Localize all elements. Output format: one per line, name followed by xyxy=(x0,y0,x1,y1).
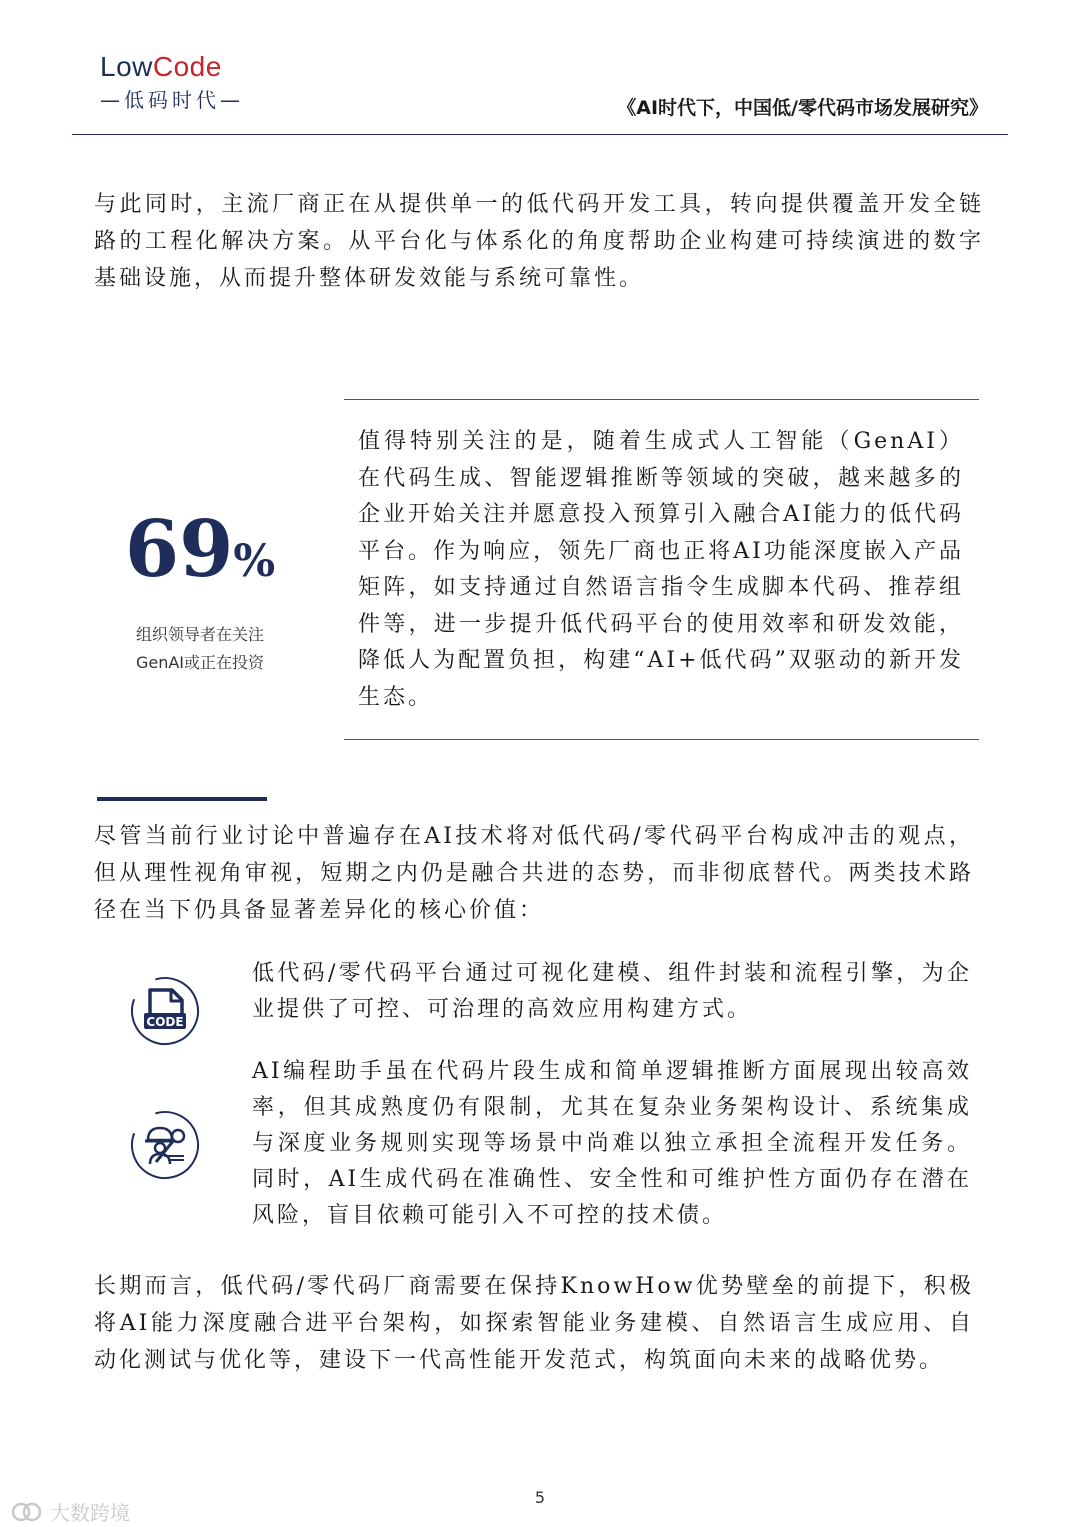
watermark-text: 大数跨境 xyxy=(50,1501,130,1525)
code-icon-label: CODE xyxy=(146,1015,184,1029)
stat-label-line2: GenAI或正在投资 xyxy=(135,653,265,672)
ai-engineer-icon xyxy=(130,1110,200,1180)
page-number: 5 xyxy=(534,1488,546,1507)
item-lowcode-text: 低代码/零代码平台通过可视化建模、组件封装和流程引擎，为企业提供了可控、可治理的高效应用构建方式。 xyxy=(252,961,972,1022)
watermark xyxy=(10,1497,130,1526)
stat-value xyxy=(100,505,300,607)
callout-bottom-rule xyxy=(344,739,979,740)
watermark-logo-icon xyxy=(10,1500,44,1524)
report-title: 《AI时代下，中国低/零代码市场发展研究》 xyxy=(617,97,988,119)
stat-unit: % xyxy=(233,536,276,587)
logo-code: Code xyxy=(152,51,222,82)
stat-block xyxy=(100,505,300,677)
callout-top-rule xyxy=(344,399,979,400)
stat-label xyxy=(100,621,300,677)
logo-subtitle: —低码时代— xyxy=(100,88,244,112)
paragraph-outlook: 长期而言，低代码/零代码厂商需要在保持KnowHow优势壁垒的前提下，积极将AI能力深度融合进平台架构，如探索智能业务建模、自然语言生成应用、自动化测试与优化等，建设下一代高性能开发范式，构筑面向未来的战略优势。 xyxy=(94,1274,974,1373)
section-accent-bar xyxy=(97,797,267,801)
logo-wordmark xyxy=(100,52,250,82)
logo-low: Low xyxy=(100,51,153,82)
paragraph-intro: 与此同时，主流厂商正在从提供单一的低代码开发工具，转向提供覆盖开发全链路的工程化解决方案。从平台化与体系化的角度帮助企业构建可持续演进的数字基础设施，从而提升整体研发效能与系统可靠性。 xyxy=(94,192,984,291)
header-divider xyxy=(72,134,1008,135)
callout-text: 值得特别关注的是，随着生成式人工智能（GenAI）在代码生成、智能逻辑推断等领域的突破，越来越多的企业开始关注并愿意投入预算引入融合AI能力的低代码平台。作为响应，领先厂商也正将AI功能深度嵌入产品矩阵，如支持通过自然语言指令生成脚本代码、推荐组件等，进一步提升低代码平台的使用效率和研发效能，降低人为配置负担，构建“AI+低代码”双驱动的新开发生态。 xyxy=(358,429,964,710)
paragraph-comparison: 尽管当前行业讨论中普遍存在AI技术将对低代码/零代码平台构成冲击的观点，但从理性视角审视，短期之内仍是融合共进的态势，而非彻底替代。两类技术路径在当下仍具备显著差异化的核心价值： xyxy=(94,824,974,923)
item-ai-text: AI编程助手虽在代码片段生成和简单逻辑推断方面展现出较高效率，但其成熟度仍有限制，尤其在复杂业务架构设计、系统集成与深度业务规则实现等场景中尚难以独立承担全流程开发任务。同时，AI生成代码在准确性、安全性和可维护性方面仍存在潜在风险，盲目依赖可能引入不可控的技术债。 xyxy=(252,1059,972,1228)
stat-number: 69 xyxy=(124,504,234,595)
stat-label-line1: 组织领导者在关注 xyxy=(135,625,264,644)
logo xyxy=(100,52,250,113)
code-file-icon xyxy=(130,976,200,1046)
